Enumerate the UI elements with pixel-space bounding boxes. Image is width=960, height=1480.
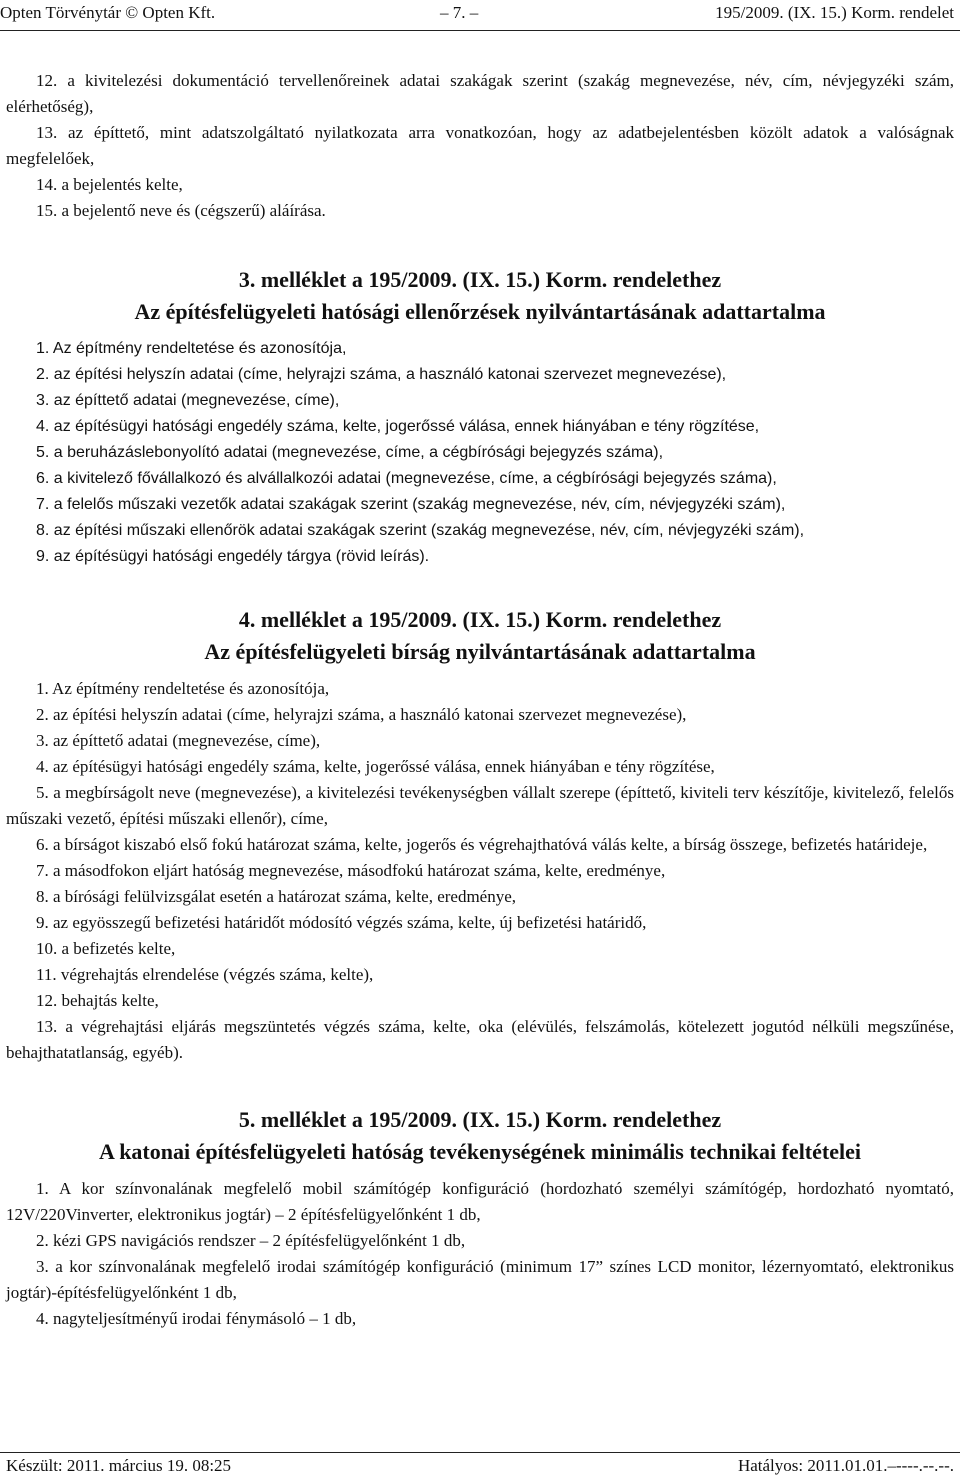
list-item: 1. Az építmény rendeltetése és azonosítója, <box>36 679 330 698</box>
section-subtitle: Az építésfelügyeleti bírság nyilvántartásának adattartalma <box>204 639 756 664</box>
header-regulation: 195/2009. (IX. 15.) Korm. rendelet <box>715 3 954 22</box>
list-item: 3. az építtető adatai (megnevezése, címe), <box>36 731 321 750</box>
list-item: 5. a beruházáslebonyolító adatai (megnevezése, címe, a cégbírósági bejegyzés száma), <box>36 444 664 461</box>
list-item: 3. az építtető adatai (megnevezése, címe), <box>36 392 340 409</box>
list-item: 2. az építési helyszín adatai (címe, helyrajzi száma, a használó katonai szervezet megnevezése), <box>36 705 687 724</box>
section-subtitle: A katonai építésfelügyeleti hatóság tevékenységének minimális technikai feltételei <box>99 1139 861 1164</box>
list-item: 11. végrehajtás elrendelése (végzés száma, kelte), <box>36 965 374 984</box>
list-item: 4. az építésügyi hatósági engedély száma, kelte, jogerőssé válása, ennek hiányában e tény rögzítése, <box>36 757 715 776</box>
list-item: 12. a kivitelezési dokumentáció tervellenőreinek adatai szakágak szerint (szakág megnevezése, név, cím, névjegyzéki szám, elérhetőség), <box>6 71 954 116</box>
list-item: 5. a megbírságolt neve (megnevezése), a kivitelezési tevékenységben vállalt szerepe (építtető, kiviteli terv készítője, kivitelező, felelős műszaki vezető, építési műszaki ellenőr), címe, <box>6 783 954 828</box>
list-item: 1. Az építmény rendeltetése és azonosítója, <box>36 340 347 357</box>
page-footer <box>0 1452 960 1480</box>
section-title: 4. melléklet a 195/2009. (IX. 15.) Korm. rendelethez <box>238 607 722 632</box>
list-item: 9. az egyösszegű befizetési határidőt módosító végzés száma, kelte, új befizetési határidő, <box>36 913 647 932</box>
list-item: 13. a végrehajtási eljárás megszüntetés végzés száma, kelte, oka (elévülés, felszámolás, kötelezett jogutód nélküli megszűnése, behajthatatlanság, egyéb). <box>6 1017 954 1062</box>
footer-effective: Hatályos: 2011.01.01.–----.--.--. <box>737 1456 954 1475</box>
list-item: 9. az építésügyi hatósági engedély tárgya (rövid leírás). <box>36 548 430 565</box>
list-item: 2. az építési helyszín adatai (címe, helyrajzi száma, a használó katonai szervezet megnevezése), <box>36 366 727 383</box>
list-item: 10. a befizetés kelte, <box>36 939 176 958</box>
header-publisher: Opten Törvénytár © Opten Kft. <box>0 3 216 22</box>
document-body <box>6 68 954 1332</box>
list-item: 13. az építtető, mint adatszolgáltató nyilatkozata arra vonatkozóan, hogy az adatbejelentésben közölt adatok a valóságnak megfelelőek, <box>6 123 954 168</box>
list-item: 7. a felelős műszaki vezetők adatai szakágak szerint (szakág megnevezése, név, cím, névjegyzéki szám), <box>36 496 786 513</box>
list-item: 14. a bejelentés kelte, <box>36 175 183 194</box>
section-5 <box>6 1104 954 1332</box>
section-title: 3. melléklet a 195/2009. (IX. 15.) Korm. rendelethez <box>238 267 722 292</box>
header-page-number: – 7. – <box>440 3 479 22</box>
intro-list <box>6 68 954 224</box>
section-subtitle: Az építésfelügyeleti hatósági ellenőrzések nyilvántartásának adattartalma <box>134 299 826 324</box>
list-item: 3. a kor színvonalának megfelelő irodai számítógép konfiguráció (minimum 17” színes LCD monitor, lézernyomtató, elektronikus jogtár)-építésfelügyelőnként 1 db, <box>6 1257 954 1302</box>
list-item: 7. a másodfokon eljárt hatóság megnevezése, másodfokú határozat száma, kelte, eredménye, <box>36 861 666 880</box>
list-item: 8. az építési műszaki ellenőrök adatai szakágak szerint (szakág megnevezése, név, cím, névjegyzéki szám), <box>36 522 805 539</box>
list-item: 12. behajtás kelte, <box>36 991 159 1010</box>
section-3 <box>6 264 954 570</box>
list-item: 8. a bírósági felülvizsgálat esetén a határozat száma, kelte, eredménye, <box>36 887 517 906</box>
list-item: 4. az építésügyi hatósági engedély száma, kelte, jogerőssé válása, ennek hiányában e tény rögzítése, <box>36 418 760 435</box>
list-item: 15. a bejelentő neve és (cégszerű) aláírása. <box>36 201 326 220</box>
list-item: 4. nagyteljesítményű irodai fénymásoló – 1 db, <box>36 1309 357 1328</box>
section-4 <box>6 604 954 1066</box>
list-item: 6. a bírságot kiszabó első fokú határozat száma, kelte, jogerős és végrehajthatóvá válás kelte, a bírság összege, befizetés határideje, <box>36 835 928 854</box>
list-item: 1. A kor színvonalának megfelelő mobil számítógép konfiguráció (hordozható személyi számítógép, hordozható nyomtató, 12V/220Vinverter, elektronikus jogtár) – 2 építésfelügyelőnként 1 db, <box>6 1179 954 1224</box>
page-header <box>0 0 960 31</box>
footer-created: Készült: 2011. március 19. 08:25 <box>6 1456 232 1475</box>
section-title: 5. melléklet a 195/2009. (IX. 15.) Korm. rendelethez <box>238 1107 722 1132</box>
list-item: 2. kézi GPS navigációs rendszer – 2 építésfelügyelőnként 1 db, <box>36 1231 466 1250</box>
list-item: 6. a kivitelező fővállalkozó és alvállalkozói adatai (megnevezése, címe, a cégbírósági bejegyzés száma), <box>36 470 777 487</box>
